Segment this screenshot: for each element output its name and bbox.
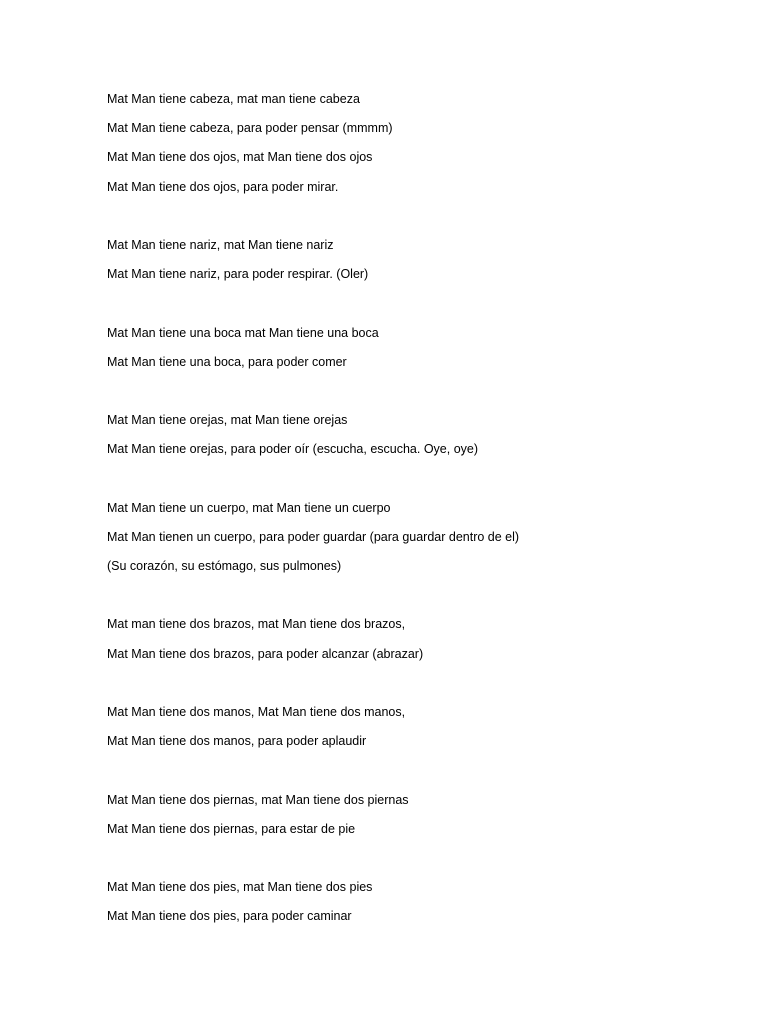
stanza-gap	[107, 674, 727, 703]
lyric-line: Mat Man tiene dos pies, mat Man tiene dos pies	[107, 880, 373, 895]
lyric-line: Mat Man tiene una boca, para poder comer	[107, 354, 347, 369]
stanza-mouth	[107, 324, 727, 371]
lyric-line: Mat Man tiene dos manos, para poder aplaudir	[107, 734, 367, 749]
stanza-gap	[107, 382, 727, 411]
lyric-line: Mat Man tiene dos piernas, mat Man tiene dos piernas	[107, 792, 409, 807]
lyric-line: Mat man tiene dos brazos, mat Man tiene dos brazos,	[107, 617, 406, 632]
lyric-line: Mat Man tiene orejas, mat Man tiene orejas	[107, 413, 348, 428]
stanza-head-eyes	[107, 90, 727, 196]
stanza-gap	[107, 207, 727, 236]
lyric-line: Mat Man tiene nariz, para poder respirar. (Oler)	[107, 267, 369, 282]
stanza-gap	[107, 586, 727, 615]
lyric-line: Mat Man tiene un cuerpo, mat Man tiene un cuerpo	[107, 500, 391, 515]
stanza-arms	[107, 615, 727, 662]
lyric-line: Mat Man tiene dos piernas, para estar de pie	[107, 821, 356, 836]
lyric-line: Mat Man tiene una boca mat Man tiene una boca	[107, 325, 379, 340]
stanza-legs	[107, 791, 727, 838]
lyric-line: (Su corazón, su estómago, sus pulmones)	[107, 559, 342, 573]
lyric-line: Mat Man tiene dos manos, Mat Man tiene dos manos,	[107, 704, 406, 719]
stanza-nose	[107, 236, 727, 283]
lyric-line: Mat Man tiene dos ojos, mat Man tiene dos ojos	[107, 150, 373, 165]
stanza-body	[107, 499, 727, 575]
lyric-line: Mat Man tiene cabeza, mat man tiene cabeza	[107, 92, 360, 106]
lyric-line: Mat Man tiene dos brazos, para poder alcanzar (abrazar)	[107, 646, 424, 661]
stanza-feet	[107, 878, 727, 925]
lyric-line: Mat Man tiene dos pies, para poder caminar	[107, 909, 352, 924]
stanza-gap	[107, 761, 727, 790]
lyric-line: Mat Man tiene nariz, mat Man tiene nariz	[107, 237, 334, 252]
lyric-line: Mat Man tiene cabeza, para poder pensar (mmmm)	[107, 121, 393, 136]
lyric-line: Mat Man tiene dos ojos, para poder mirar.	[107, 179, 339, 194]
song-lyrics	[107, 90, 727, 936]
stanza-gap	[107, 849, 727, 878]
lyric-line: Mat Man tienen un cuerpo, para poder guardar (para guardar dentro de el)	[107, 529, 520, 544]
lyric-line: Mat Man tiene orejas, para poder oír (escucha, escucha. Oye, oye)	[107, 442, 479, 457]
stanza-ears	[107, 411, 727, 458]
stanza-gap	[107, 294, 727, 323]
stanza-hands	[107, 703, 727, 750]
stanza-gap	[107, 469, 727, 498]
